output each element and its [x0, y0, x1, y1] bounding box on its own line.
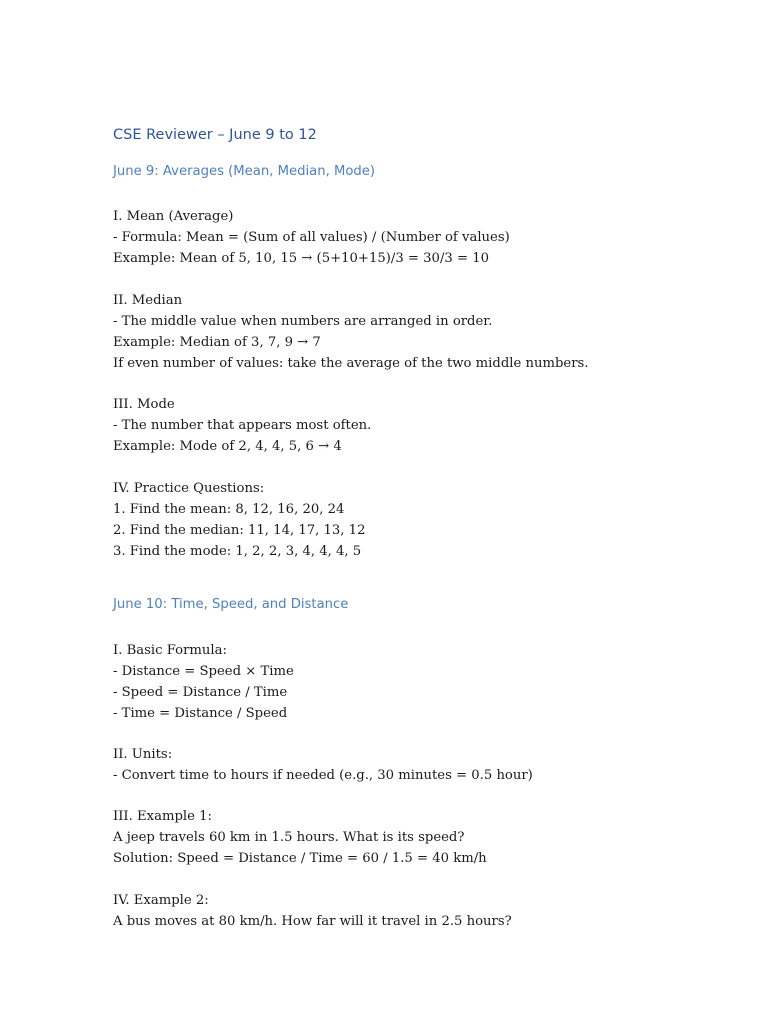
mean-formula: - Formula: Mean = (Sum of all values) / (Number of values) — [113, 230, 510, 245]
mean-block — [113, 206, 510, 269]
mode-block — [113, 394, 371, 457]
mode-heading: III. Mode — [113, 397, 175, 412]
mode-example: Example: Mode of 2, 4, 4, 5, 6 → 4 — [113, 439, 342, 454]
median-even-rule: If even number of values: take the average of the two middle numbers. — [113, 356, 589, 371]
median-heading: II. Median — [113, 293, 183, 308]
units-block — [113, 744, 533, 786]
mode-definition: - The number that appears most often. — [113, 418, 372, 433]
practice-heading: IV. Practice Questions: — [113, 481, 265, 496]
basic-formula-heading: I. Basic Formula: — [113, 643, 227, 658]
mean-example: Example: Mean of 5, 10, 15 → (5+10+15)/3 = 30/3 = 10 — [113, 251, 489, 266]
practice-question: 2. Find the median: 11, 14, 17, 13, 12 — [113, 523, 366, 538]
section-heading-june-10: June 10: Time, Speed, and Distance — [113, 597, 349, 612]
distance-formula: - Distance = Speed × Time — [113, 664, 294, 679]
median-example: Example: Median of 3, 7, 9 → 7 — [113, 335, 321, 350]
document-title: CSE Reviewer – June 9 to 12 — [113, 127, 317, 143]
units-heading: II. Units: — [113, 747, 173, 762]
example-1-solution: Solution: Speed = Distance / Time = 60 / 1.5 = 40 km/h — [113, 851, 487, 866]
practice-block — [113, 478, 365, 562]
median-block — [113, 290, 589, 374]
example-2-heading: IV. Example 2: — [113, 893, 209, 908]
mean-heading: I. Mean (Average) — [113, 209, 234, 224]
example-1-block — [113, 806, 487, 869]
basic-formula-block — [113, 640, 294, 724]
speed-formula: - Speed = Distance / Time — [113, 685, 288, 700]
section-heading-june-9: June 9: Averages (Mean, Median, Mode) — [113, 164, 376, 179]
example-2-block — [113, 890, 512, 932]
practice-question: 1. Find the mean: 8, 12, 16, 20, 24 — [113, 502, 345, 517]
units-note: - Convert time to hours if needed (e.g., 30 minutes = 0.5 hour) — [113, 768, 533, 783]
practice-question: 3. Find the mode: 1, 2, 2, 3, 4, 4, 4, 5 — [113, 544, 362, 559]
example-2-problem: A bus moves at 80 km/h. How far will it travel in 2.5 hours? — [113, 914, 512, 929]
median-definition: - The middle value when numbers are arranged in order. — [113, 314, 493, 329]
example-1-problem: A jeep travels 60 km in 1.5 hours. What is its speed? — [113, 830, 465, 845]
time-formula: - Time = Distance / Speed — [113, 706, 288, 721]
example-1-heading: III. Example 1: — [113, 809, 212, 824]
